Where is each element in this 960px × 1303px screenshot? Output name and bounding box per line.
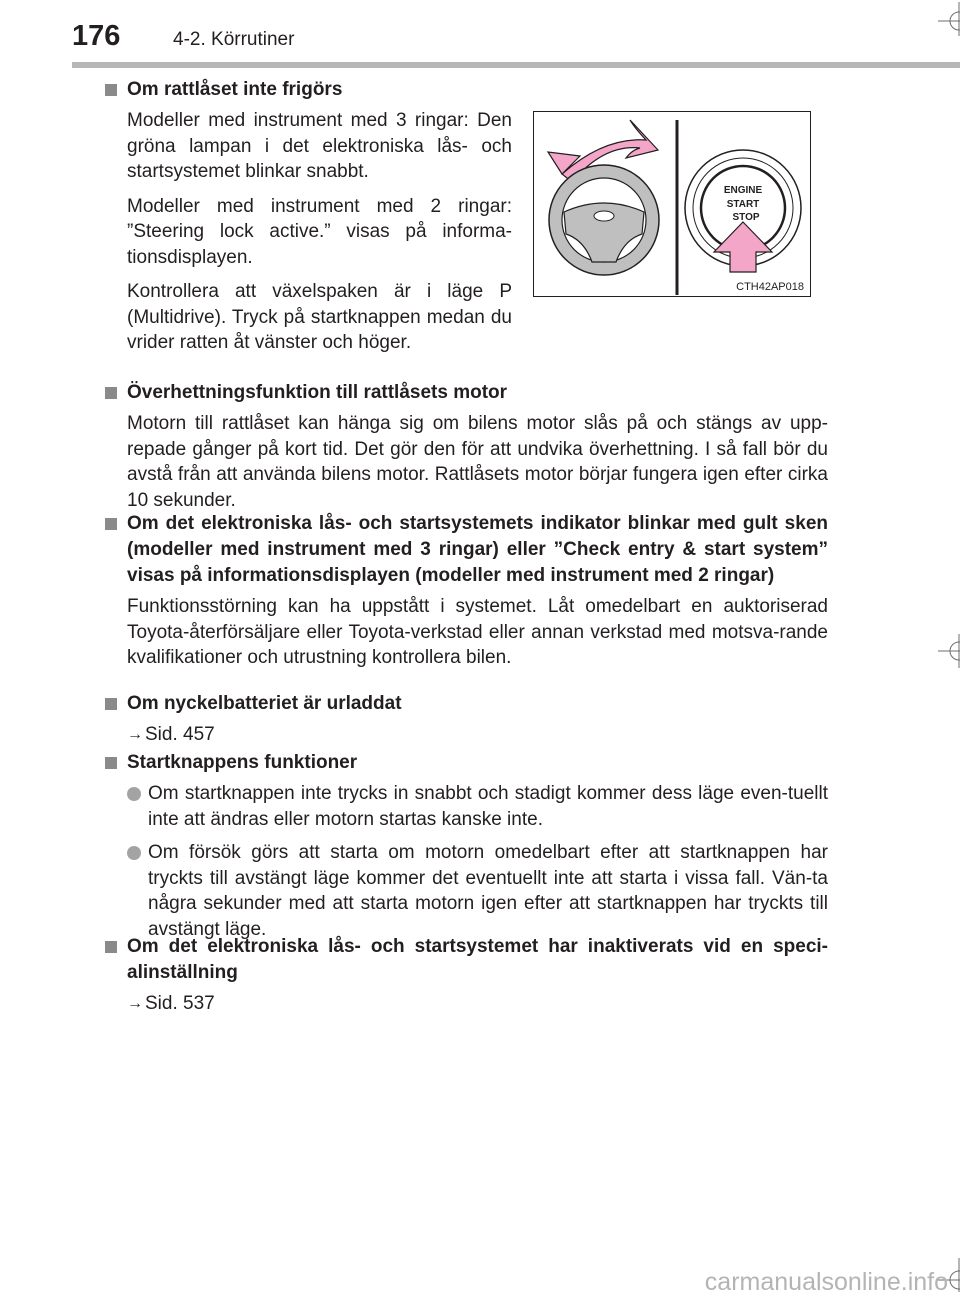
heading-square-icon (105, 387, 117, 399)
section-heading: Startknappens funktioner (104, 750, 828, 776)
heading-square-icon (105, 757, 117, 769)
heading-square-icon (105, 84, 117, 96)
header-rule (72, 62, 960, 68)
paragraph: Funktionsstörning kan ha uppstått i systemet. Låt omedelbart en auktoriserad Toyota-återförsäljare eller Toyota-verkstad eller annan verkstad med motsva-rande kvalifikationer och utrustning kontrollera bilen. (127, 596, 828, 668)
figure-code: CTH42AP018 (736, 281, 804, 293)
section-body (127, 781, 828, 942)
section-heading: Om rattlåset inte frigörs (104, 77, 828, 103)
section-body (127, 594, 828, 671)
page-reference[interactable] (127, 722, 828, 748)
section-heading: Om nyckelbatteriet är urladdat (104, 691, 828, 717)
section-overheat (104, 380, 828, 522)
paragraph: Modeller med instrument med 3 ringar: Den gröna lampan i det elektroniska lås- och startsystemet blinkar snabbt. (127, 110, 512, 182)
section-heading: Om det elektroniska lås- och startsystemet har inaktiverats vid en speci-alinställning (104, 934, 828, 986)
button-label-stop: STOP (732, 212, 760, 223)
chapter-title: 4-2. Körrutiner (173, 29, 295, 50)
section-special-setting (104, 934, 828, 1017)
heading-square-icon (105, 941, 117, 953)
page-number: 176 (72, 20, 121, 52)
arrow-right-icon: → (127, 726, 143, 743)
paragraph: Motorn till rattlåset kan hänga sig om bilens motor slås på och stängs av upp-repade gånger på kort tid. Det gör den för att undvika överhettning. I så fall bör du avstå från att använda bilens motor. Rattlåsets motor börjar fungera igen efter cirka 10 sekunder. (127, 413, 828, 511)
section-indicator (104, 511, 828, 680)
steering-wheel-and-start-button-illustration (534, 112, 809, 295)
heading-square-icon (105, 518, 117, 530)
button-label-engine: ENGINE (723, 185, 763, 196)
heading-square-icon (105, 698, 117, 710)
reference-link[interactable]: Sid. 537 (145, 993, 215, 1014)
steering-wheel-icon (549, 165, 659, 275)
crop-mark-top-right (938, 0, 960, 36)
section-start-button-functions (104, 750, 828, 950)
figure-steering-start-button (533, 111, 811, 297)
paragraph: Kontrollera att växelspaken är i läge P (Multidrive). Tryck på startknappen medan du vrider ratten åt vänster och höger. (127, 281, 512, 353)
bullet-item: Om försök görs att starta om motorn omedelbart efter att startknappen har tryckts till avstängt läge kommer det eventuellt inte att starta i vissa fall. Vän-ta några sekunder med att starta motorn igen efter att startknappen har tryckts till avstängt läge. (127, 840, 828, 942)
section-heading: Överhettningsfunktion till rattlåsets motor (104, 380, 828, 406)
bullet-dot-icon (127, 846, 141, 860)
bullet-dot-icon (127, 787, 141, 801)
paragraph: Modeller med instrument med 2 ringar: ”Steering lock active.” visas på informa-tionsdisplayen. (127, 195, 512, 268)
reference-link[interactable]: Sid. 457 (145, 724, 215, 745)
section-body (127, 411, 828, 513)
crop-mark-middle-right (938, 632, 960, 668)
button-label-start: START (726, 199, 760, 210)
section-heading: Om det elektroniska lås- och startsystemets indikator blinkar med gult sken (modeller med instrument med 3 ringar) eller ”Check entry & start system” visas på informationsdisplayen (modeller med instrument med 2 ringar) (104, 511, 828, 589)
bullet-item: Om startknappen inte trycks in snabbt och stadigt kommer dess läge even-tuellt inte att ändras eller motorn startas kanske inte. (127, 781, 828, 832)
page-reference[interactable] (127, 991, 828, 1017)
watermark: carmanualsonline.info (704, 1268, 948, 1296)
section-body (127, 108, 512, 356)
section-key-battery (104, 691, 828, 748)
arrow-right-icon: → (127, 995, 143, 1012)
